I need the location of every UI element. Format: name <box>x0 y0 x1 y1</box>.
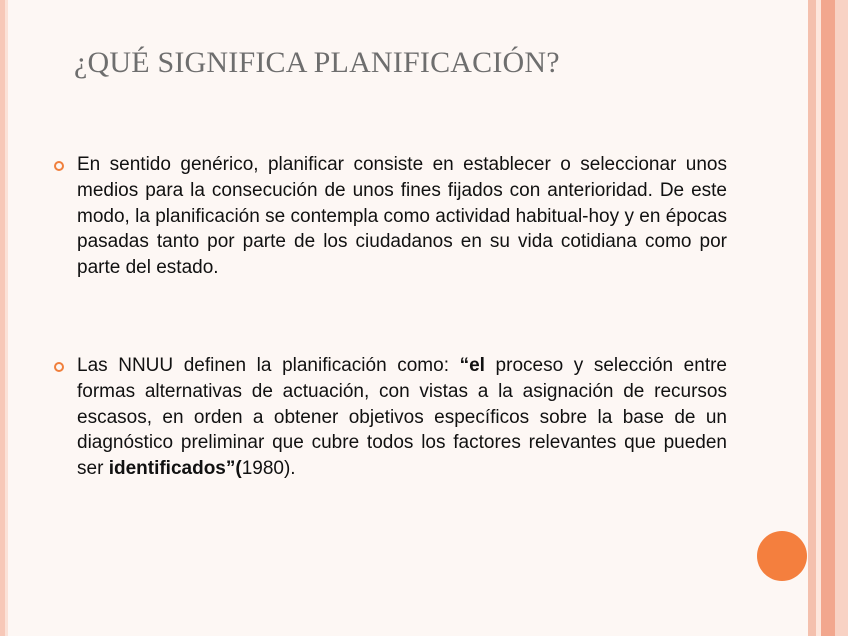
right-decorative-stripe-3 <box>821 0 835 636</box>
left-decorative-stripe-inner <box>5 0 8 636</box>
bullet-circle-icon <box>54 161 64 171</box>
right-decorative-stripe-4 <box>835 0 848 636</box>
slide-title: ¿QUÉ SIGNIFICA PLANIFICACIÓN? <box>74 46 560 79</box>
paragraph-text: Las NNUU definen la planificación como: <box>77 355 460 376</box>
orange-circle-decoration <box>757 531 807 581</box>
bullet-paragraph-1: En sentido genérico, planificar consiste en establecer o seleccionar unos medios para la consecución de unos fines fijados con anterioridad. De este modo, la planificación se contempla como actividad habitual-hoy y en épocas pasadas tanto por parte de los ciudadanos en su vida cotidiana como por parte del estado. <box>77 154 727 279</box>
paragraph-text: proceso y selección entre formas alternativas de actuación, con vistas a la asignación de recursos escasos, en orden a obtener objetivos específicos sobre la base de un diagnóstico preliminar que cubre todos los factores relevantes que pueden ser <box>77 355 727 480</box>
right-decorative-stripe-1 <box>808 0 816 636</box>
paragraph-text: 1980). <box>241 458 296 480</box>
bullet-circle-icon <box>54 362 64 372</box>
bold-quote-end: identificados”( <box>108 458 242 480</box>
bullet-paragraph-2 <box>77 353 727 482</box>
bold-quote-start: “el <box>459 355 485 376</box>
